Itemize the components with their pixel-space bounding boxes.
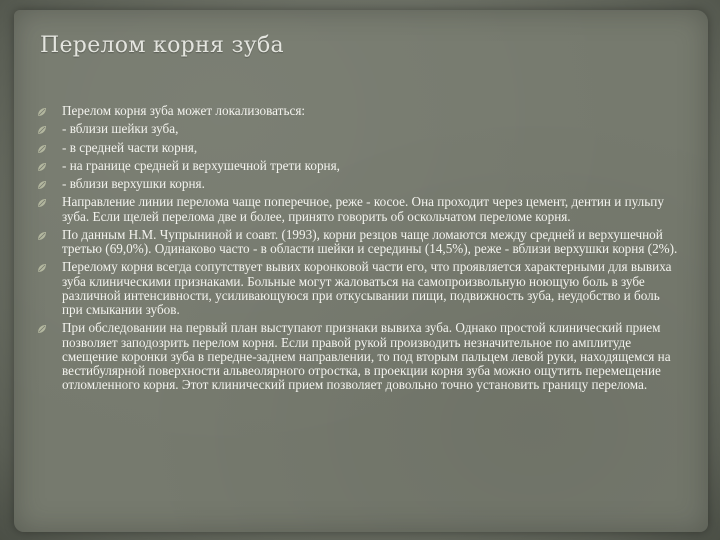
slide-title: Перелом корня зуба	[40, 33, 284, 58]
bullet-item	[37, 228, 683, 256]
bullet-item	[37, 321, 683, 392]
bullet-item	[37, 104, 683, 118]
lotus-leaf-bullet-icon	[37, 231, 47, 241]
lotus-leaf-bullet-icon	[37, 107, 47, 117]
bullet-item	[37, 260, 683, 317]
bullet-item	[37, 177, 683, 191]
lotus-leaf-bullet-icon	[37, 144, 47, 154]
bullet-list	[37, 104, 683, 397]
lotus-leaf-bullet-icon	[37, 198, 47, 208]
bullet-text: При обследовании на первый план выступают признаки вывиха зуба. Однако простой клинический прием позволяет заподозрить перелом корня. Если правой рукой производить незначительное по амплитуде смещение коронки зуба в передне-заднем направлении, то под вторым пальцем левой руки, находящемся на вестибулярной поверхности альвеолярного отростка, в проекции корня зуба можно ощутить перемещение отломленного корня. Этот клинический прием позволяет довольно точно установить границу перелома.	[62, 320, 671, 393]
bullet-text: Перелому корня всегда сопутствует вывих коронковой части его, что проявляется характерными для вывиха зуба клиническими признаками. Больные могут жаловаться на самопроизвольную ноющую боль в зубе различной интенсивности, усиливающуюся при откусывании пищи, подвижность зуба, неудобство и боль при смыкании зубов.	[62, 259, 672, 318]
lotus-leaf-bullet-icon	[37, 180, 47, 190]
lotus-leaf-bullet-icon	[37, 125, 47, 135]
bullet-item	[37, 122, 683, 136]
bullet-text: По данным Н.М. Чупрыниной и соавт. (1993), корни резцов чаще ломаются между средней и верхушечной третью (69,0%). Одинаково часто - в области шейки и середины (14,5%), реже - вблизи верхушки корня (2%).	[62, 226, 678, 257]
bullet-text: - вблизи верхушки корня.	[62, 176, 205, 192]
lotus-leaf-bullet-icon	[37, 162, 47, 172]
bullet-text: - в средней части корня,	[62, 139, 198, 155]
bullet-text: - вблизи шейки зуба,	[62, 121, 179, 137]
bullet-text: Направление линии перелома чаще поперечное, реже - косое. Она проходит через цемент, дентин и пульпу зуба. Если щелей перелома две и более, принято говорить об оскольчатом переломе корня.	[62, 194, 664, 224]
bullet-item	[37, 195, 683, 223]
bullet-text: - на границе средней и верхушечной трети корня,	[62, 157, 340, 173]
bullet-text: Перелом корня зуба может локализоваться:	[62, 103, 306, 118]
lotus-leaf-bullet-icon	[37, 263, 47, 273]
lotus-leaf-bullet-icon	[37, 324, 47, 334]
bullet-item	[37, 141, 683, 155]
bullet-item	[37, 159, 683, 173]
